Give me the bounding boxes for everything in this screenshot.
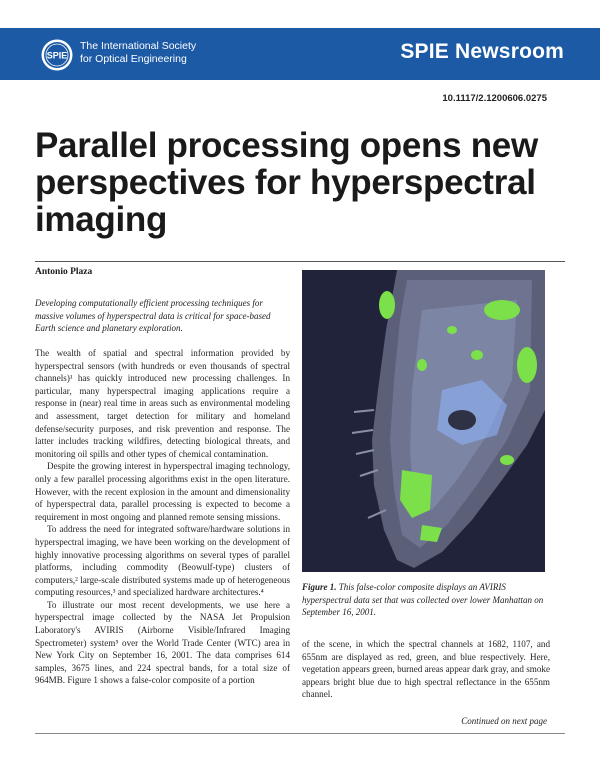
paragraph-5: of the scene, in which the spectral channels at 1682, 1107, and 655nm are displayed as red, green, and blue respectively. Here, vegetation appears green, burned areas appear dark gray, and smoke appears bright blue due to high spectral reflectance in the 655nm channel. xyxy=(302,639,550,700)
footer-rule xyxy=(35,733,565,734)
figure-1-image xyxy=(302,270,545,572)
society-name xyxy=(80,40,250,66)
caption-text: This false-color composite displays an AVIRIS hyperspectral data set that was collected over lower Manhattan on September 16, 2001. xyxy=(302,582,544,617)
figure-caption xyxy=(302,581,552,619)
paragraph-4: To illustrate our most recent developments, we use here a hyperspectral image collected by the NASA Jet Propulsion Laboratory's AVIRIS (Airborne Visible/Infrared Imaging Spectrometer) system⁵ over the World Trade Center (WTC) area in New York City on September 16, 2001. The data comprises 614 samples, 3675 lines, and 224 spectral bands, for a total size of 964MB. Figure 1 shows a false-color composite of a portion xyxy=(35,599,290,686)
caption-label: Figure 1. xyxy=(302,582,337,592)
article-title xyxy=(35,127,575,238)
continued-note: Continued on next page xyxy=(461,716,547,726)
body-left-column xyxy=(35,347,290,687)
paragraph-3: To address the need for integrated software/hardware solutions in hyperspectral imaging, we have been working on the development of highly innovative processing algorithms on several types of parallel platforms, including commodity (Beowulf-type) clusters of computers,² large-scale distributed systems made up of heterogeneous computing resources,³ and specialized hardware architectures.⁴ xyxy=(35,524,290,598)
title-line-3: imaging xyxy=(35,200,168,239)
manhattan-false-color-image xyxy=(302,270,545,572)
logo-text: SPIE xyxy=(46,50,68,61)
paragraph-2: Despite the growing interest in hyperspectral imaging technology, only a few parallel processing algorithms exist in the open literature. However, with the recent explosion in the amount and dimensionality of hyperspectral data, parallel processing is expected to become a requirement in most ongoing and planned remote sensing missions. xyxy=(35,461,290,522)
society-line-2: for Optical Engineering xyxy=(80,53,187,65)
title-divider xyxy=(35,261,565,262)
abstract: Developing computationally efficient processing techniques for massive volumes of hyperspectral data is critical for space-based Earth science and planetary exploration. xyxy=(35,298,271,333)
society-line-1: The International Society xyxy=(80,40,197,52)
paragraph-1: The wealth of spatial and spectral information provided by hyperspectral sensors (with hundreds or even thousands of spectral channels)¹ has quickly introduced new processing challenges. In particular, many hyperspectral imaging applications require a response in (near) real time in areas such as environmental modeling and assessment, target detection for military and homeland defense/security purposes, and risk prevention and response. The latter includes tracking wildfires, detecting biological threats, and monitoring oil spills and other types of chemical contamination. xyxy=(35,348,290,459)
body-right-column xyxy=(302,638,550,701)
newsroom-title: SPIE Newsroom xyxy=(400,40,564,63)
author: Antonio Plaza xyxy=(35,267,93,277)
title-line-2: perspectives for hyperspectral xyxy=(35,163,536,202)
doi: 10.1117/2.1200606.0275 xyxy=(442,93,547,104)
title-line-1: Parallel processing opens new xyxy=(35,126,538,165)
spie-logo-icon xyxy=(40,38,74,72)
